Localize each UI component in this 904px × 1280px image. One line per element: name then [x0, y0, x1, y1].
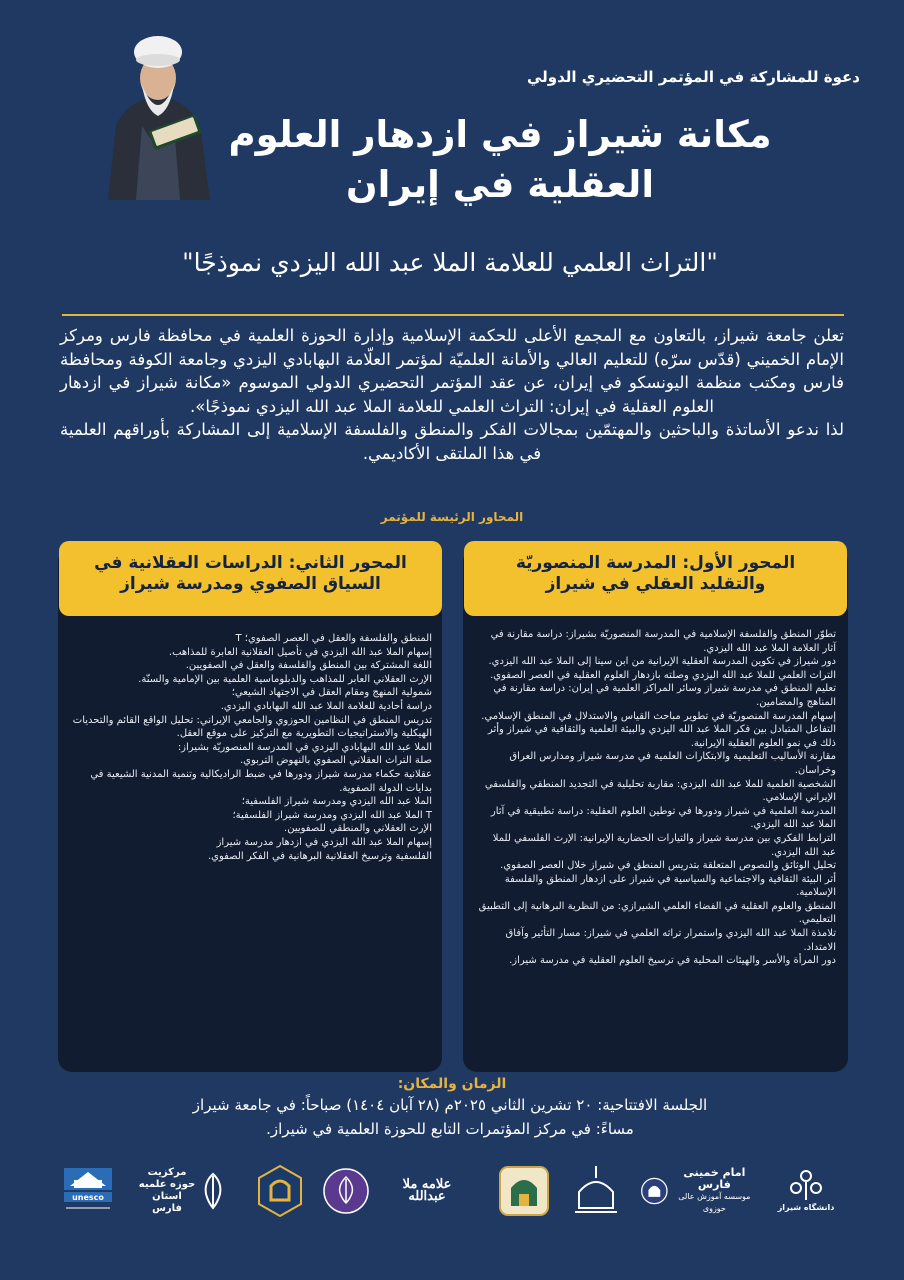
list-item: صلة التراث العقلاني الصفوي بالنهوض التربوي. — [239, 755, 432, 767]
list-item: مقارنة الأساليب التعليمية والابتكارات العلمية في مدرسة شيراز ومدارس العراق وخراسان. — [509, 751, 836, 776]
subtitle: "التراث العلمي للعلامة الملا عبد الله اليزدي نموذجًا" — [182, 248, 718, 277]
axis-two-list — [72, 632, 432, 863]
list-item: الملا عبد الله البهابادي اليزدي في المدرسة المنصوريّة بشيراز: — [177, 741, 432, 753]
list-item: التفاعل المتبادل بين فكر الملا عبد الله اليزدي والبيئة العلمية والثقافية في شيراز وأثر ذلك في نمو العلوم العقلية الإيرانية. — [487, 724, 836, 749]
imam-khomeini-subtext: موسسه آموزش عالی حوزوی — [678, 1192, 751, 1213]
unesco-word: unesco — [72, 1193, 104, 1202]
list-item: الإرث العقلاني العابر للمذاهب والدبلوماسية العلمية بين الإمامية والسنّة. — [138, 673, 432, 685]
list-item: الفلسفية وترسيخ العقلانية البرهانية في الفكر الصفوي. — [207, 850, 432, 862]
intro-text — [60, 324, 844, 465]
title-line-2: العقلية في إيران — [345, 163, 654, 206]
unesco-logo — [62, 1162, 114, 1220]
intro-paragraph-2: لذا ندعو الأساتذة والباحثين والمهتمّين بمجالات الفكر والمنطق والفلسفة الإسلامية إلى المشاركة بأوراقهم العلمية في هذا الملتقى الأكاديمي. — [60, 420, 844, 463]
schedule-evening: مساءً: في مركز المؤتمرات التابع للحوزة العلمية في شيراز. — [266, 1120, 634, 1138]
axis-one-title: المحور الأول: المدرسة المنصوريّة والتقليد العقلي في شيراز — [464, 541, 847, 616]
list-item: عقلانية حكماء مدرسة شيراز ودورها في ضبط الراديكالية وتنمية المدنية الشيعية في بدايات الدولة الصفوية. — [90, 768, 432, 794]
list-item: اللغة المشتركة بين المنطق والفلسفة والعقل في الصفويين. — [185, 660, 432, 672]
axis-two-title: المحور الثاني: الدراسات العقلانية في السياق الصفوي ومدرسة شيراز — [59, 541, 442, 616]
list-item: الإرث العقلاني والمنطقي للصفويين. — [284, 823, 432, 835]
list-item: الملا عبد الله اليزدي ومدرسة شيراز الفلسفية؛ — [241, 796, 432, 808]
shrine-emblem-icon — [497, 1164, 551, 1218]
list-item: المدرسة العلمية في شيراز ودورها في توطين العلوم العقلية: دراسة تطبيقية في آثار الملا عبد الله اليزدي. — [490, 805, 836, 831]
axis-one-list — [476, 628, 836, 968]
hawza-center-logo — [136, 1162, 232, 1220]
list-item: الشخصية العلمية للملا عبد الله اليزدي: مقاربة تحليلية في التجديد المنطقي والفلسفي الإيراني الإسلامي. — [484, 778, 836, 804]
governorate-logo — [322, 1162, 370, 1220]
governorate-emblem-icon — [322, 1167, 370, 1215]
list-item: إسهام الملا عبد الله اليزدي في ازدهار مدرسة شيراز — [216, 836, 432, 848]
seminary-logo — [254, 1162, 306, 1220]
list-item: تطوّر المنطق والفلسفة الإسلامية في المدرسة المنصوريّة بشيراز: دراسة مقارنة في آثار العلامة الملا عبد الله اليزدي. — [490, 629, 836, 654]
allameh-logo — [388, 1162, 466, 1220]
list-item: تعليم المنطق في مدرسة شيراز وسائر المراكز العلمية في إيران: دراسة مقارنة في المناهج والمضامين. — [493, 683, 836, 708]
list-item: أثر البيئة الثقافية والاجتماعية والسياسية في شيراز على ازدهار المنطق والفلسفة الإسلامية. — [504, 873, 836, 899]
allameh-text: علامه ملا عبدالله — [402, 1177, 452, 1204]
divider — [62, 314, 844, 316]
imam-khomeini-emblem-icon — [640, 1174, 669, 1208]
title-line-1: مكانة شيراز في ازدهار العلوم — [228, 113, 772, 156]
list-item: تدريس المنطق في النظامين الحوزوي والجامعي الإيراني: تحليل الواقع القائم والتحديات الهيكلية والاستراتيجيات التطويرية مع التركيز على موقع العقل. — [72, 714, 432, 740]
imam-khomeini-logo — [640, 1162, 756, 1220]
emblem-icon — [196, 1170, 230, 1212]
imam-khomeini-text: امام خمینی فارس — [683, 1166, 746, 1191]
schedule-heading: الزمان والمكان: — [397, 1076, 507, 1092]
hawza-center-text: مرکزیت حوزه علمیه استان فارس — [138, 1167, 196, 1214]
list-item: دور المرأة والأسر والهيئات المحلية في ترسيخ العلوم العقلية في مدرسة شيراز. — [509, 955, 836, 967]
page-title — [200, 110, 800, 210]
list-item: إسهام المدرسة المنصوريّة في تطوير مباحث القياس والاستدلال في المنطق الإسلامي. — [481, 710, 836, 722]
list-item: دراسة أحادية للعلامة الملا عبد الله البهابادي اليزدي. — [220, 700, 432, 712]
list-item: التراث العلمي للملا عبد الله اليزدي وصلته بازدهار العلوم العقلية في العصر الصفوي. — [490, 669, 836, 681]
shiraz-university-emblem-icon — [788, 1168, 824, 1202]
unesco-emblem-icon — [62, 1166, 114, 1216]
shiraz-university-text: دانشگاه شیراز — [777, 1203, 835, 1212]
shrine-logo — [496, 1162, 552, 1220]
imam-khomeini-texts — [673, 1167, 756, 1215]
axes-heading: المحاور الرئيسة للمؤتمر — [380, 510, 524, 524]
list-item: إسهام الملا عبد الله اليزدي في تأصيل العقلانية العابرة للمذاهب. — [168, 646, 432, 658]
invitation-text: دعوة للمشاركة في المؤتمر التحضيري الدولي — [527, 68, 860, 86]
list-item: الترابط الفكري بين مدرسة شيراز والتيارات الحضارية الإيرانية: الإرث الفلسفي للملا عبد الله اليزدي. — [492, 832, 836, 858]
intro-paragraph-1: تعلن جامعة شيراز، بالتعاون مع المجمع الأعلى للحكمة الإسلامية وإدارة الحوزة العلمية في محافظة فارس ومركز الإمام الخميني (قدّس سرّه) للتعليم العالي والأمانة العلميّة لمؤتمر العلّامة البهابادي اليزدي وجامعة الكوفة ومحافظة فارس ومكتب منظمة اليونسكو في إيران، عن عقد المؤتمر التحضيري الدولي الموسوم «مكانة شيراز في ازدهار العلوم العقلية في إيران: التراث العلمي للعلامة الملا عبد الله اليزدي نموذجًا». — [60, 326, 844, 416]
list-item: المنطق والفلسفة والعقل في العصر الصفوي؛ T — [235, 633, 432, 644]
list-item: T الملا عبد الله اليزدي ومدرسة شيراز الفلسفية؛ — [232, 809, 432, 821]
mosque-emblem-icon — [571, 1164, 621, 1218]
list-item: دور شيراز في تكوين المدرسة العقلية الإيرانية من ابن سينا إلى الملا عبد الله اليزدي. — [488, 656, 836, 668]
schedule-opening: الجلسة الافتتاحية: ٢٠ تشرين الثاني ٢٠٢٥م (٢٨ آبان ١٤٠٤) صباحاً: في جامعة شيراز — [192, 1096, 708, 1114]
list-item: شمولية المنهج ومقام العقل في الاجتهاد الشيعي؛ — [231, 687, 432, 699]
list-item: تلامذة الملا عبد الله اليزدي واستمرار تراثه العلمي في شيراز: مسار التأثير وآفاق الامتداد. — [505, 928, 836, 953]
list-item: تحليل الوثائق والنصوص المتعلقة بتدريس المنطق في شيراز خلال العصر الصفوي. — [500, 860, 836, 872]
shiraz-university-logo — [776, 1162, 836, 1220]
seminary-emblem-icon — [255, 1164, 305, 1218]
list-item: المنطق والعلوم العقلية في الفضاء العلمي الشيرازي: من النظرية البرهانية إلى التطبيق التعليمي. — [478, 900, 836, 926]
mosque-logo — [568, 1162, 624, 1220]
